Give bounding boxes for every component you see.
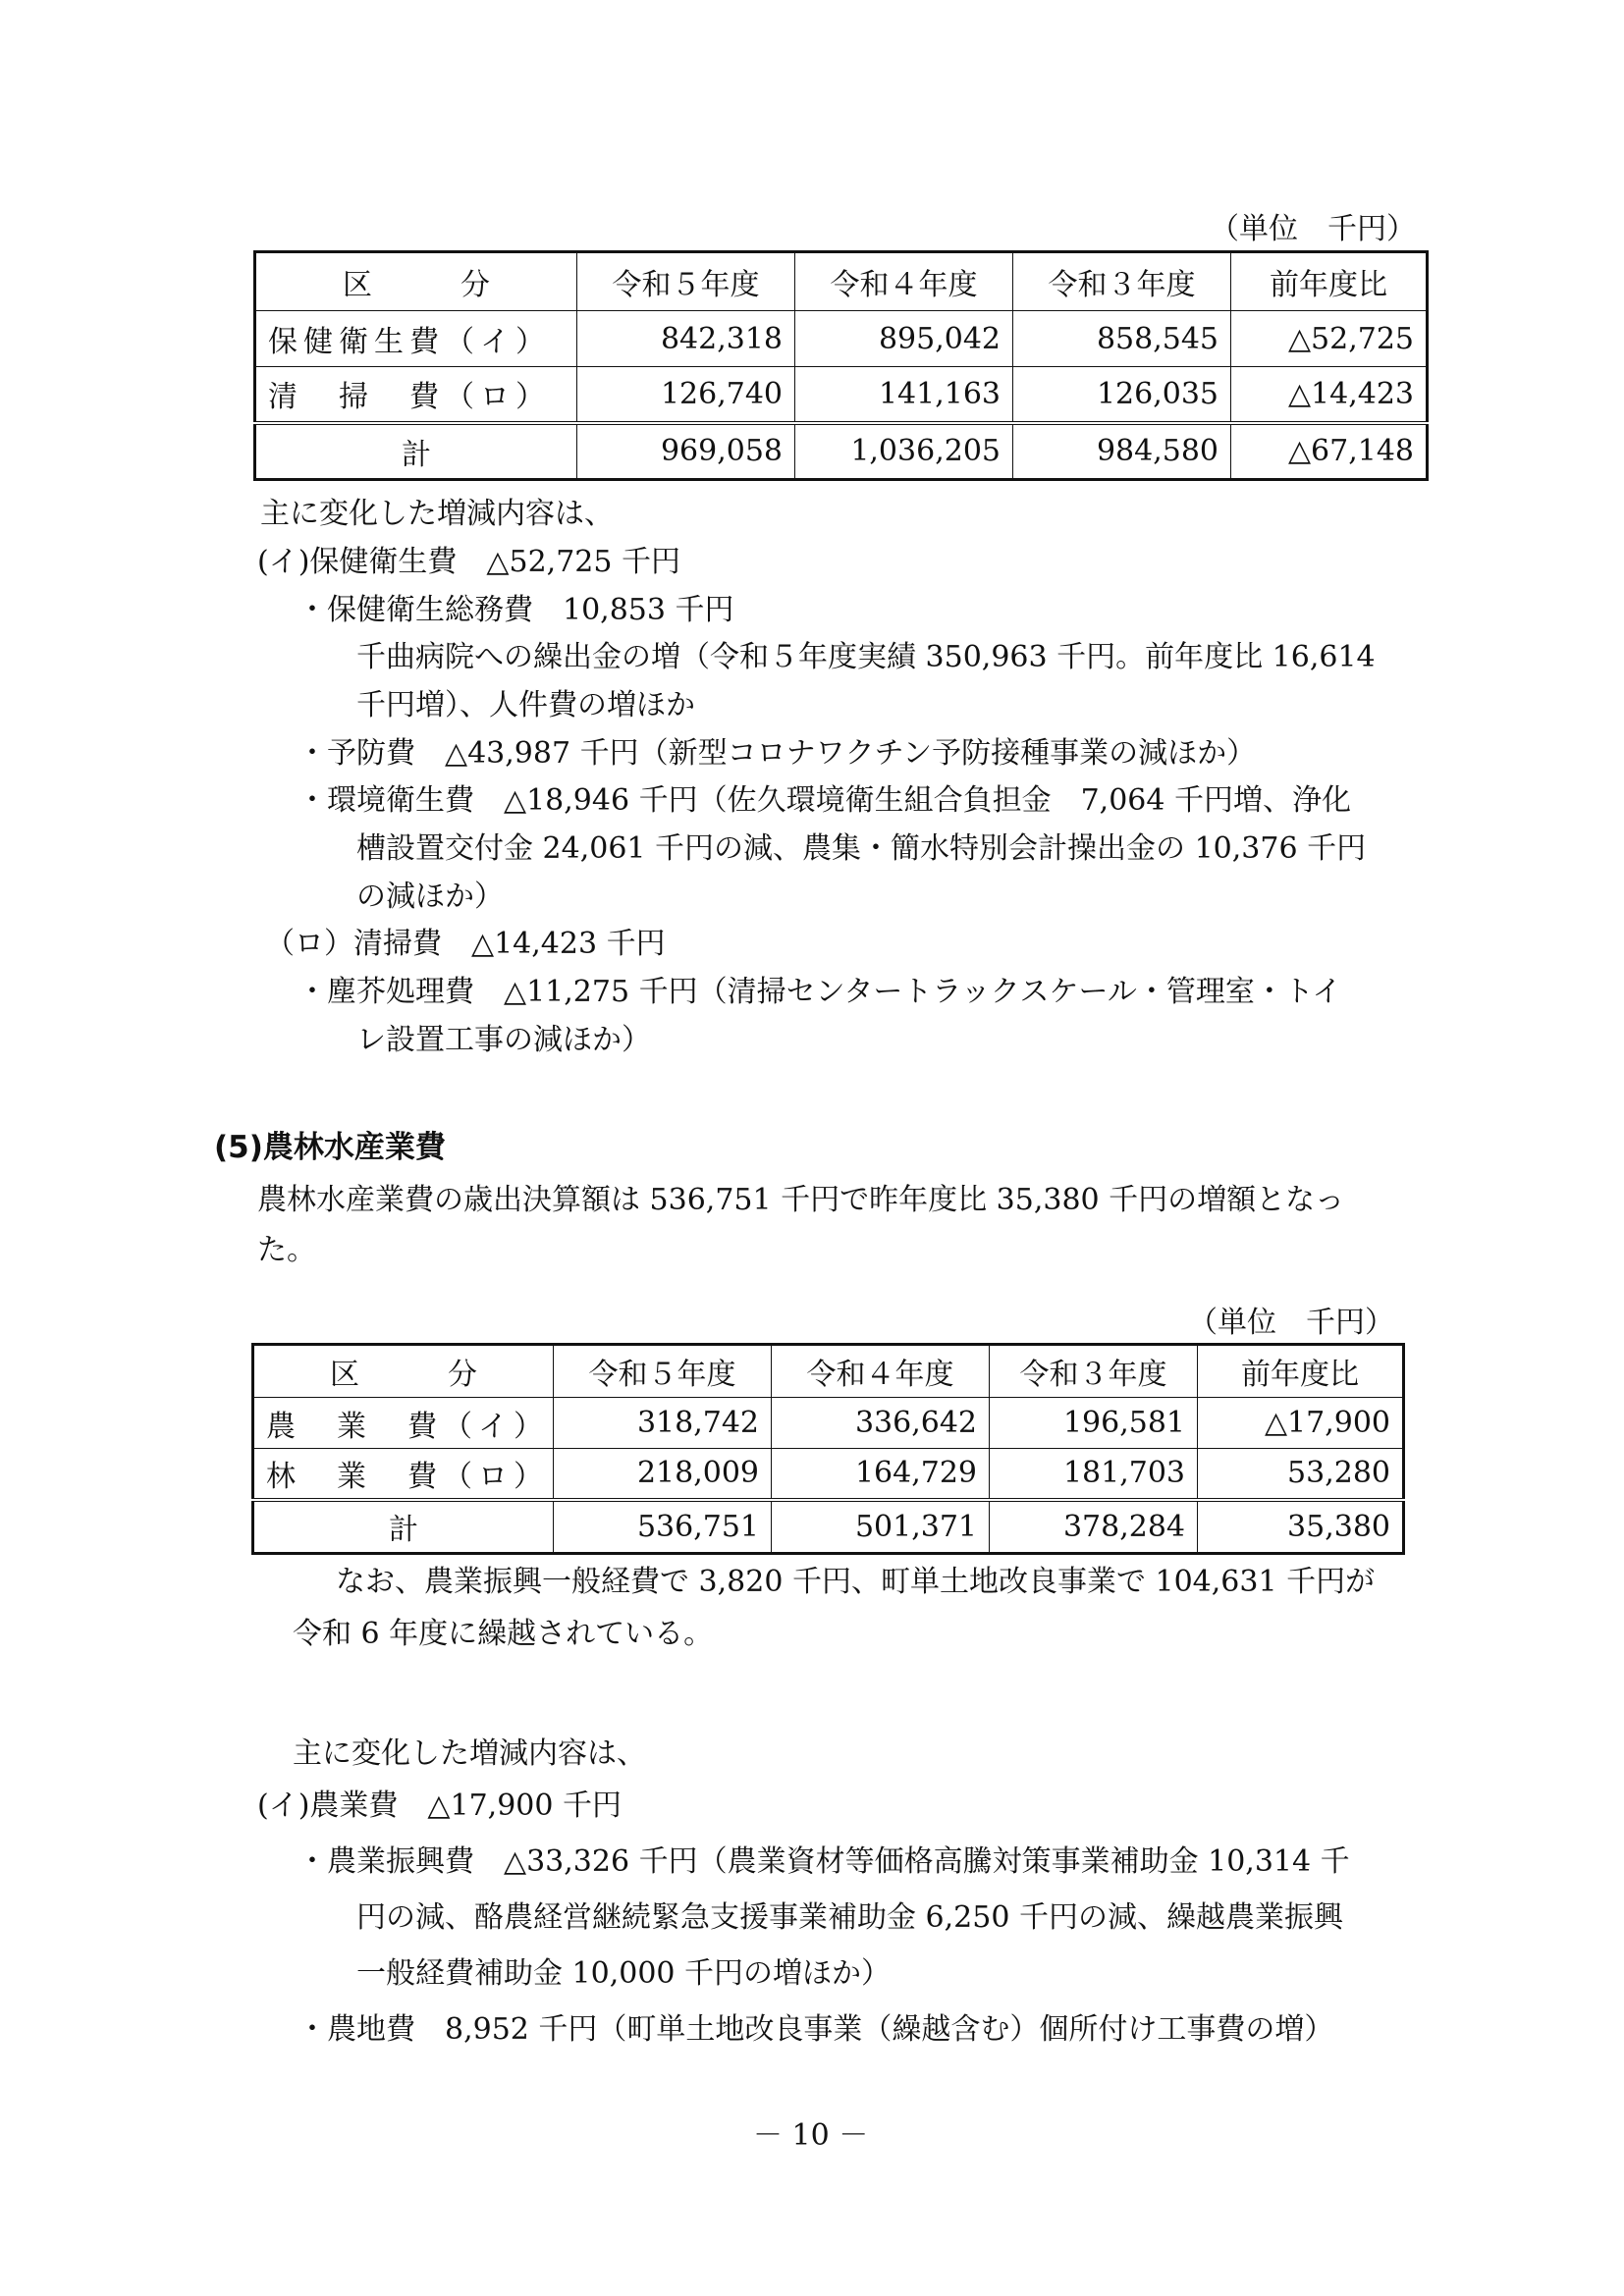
cell-r4: 336,642 <box>772 1398 990 1449</box>
table-header-row <box>255 252 1428 311</box>
total-label: 計 <box>255 423 577 480</box>
cell-r5: 218,009 <box>554 1449 772 1500</box>
cell-yoy: △52,725 <box>1231 311 1428 367</box>
cell-r3: 126,035 <box>1013 367 1231 423</box>
header-category: 区 分 <box>255 252 577 311</box>
cell-r4: 501,371 <box>772 1500 990 1554</box>
health-expenditure-table <box>253 250 1429 481</box>
cell-r4: 895,042 <box>795 311 1013 367</box>
table-row <box>253 1398 1404 1449</box>
cell-yoy: △17,900 <box>1198 1398 1404 1449</box>
header-r3: 令和３年度 <box>990 1345 1198 1398</box>
header-r3: 令和３年度 <box>1013 252 1231 311</box>
detail-line: 千円増）、人件費の増ほか <box>356 688 695 722</box>
bullet-agri-promotion: ・農業振興費 △33,326 千円（農業資材等価格高騰対策事業補助金 10,314 千 <box>298 1844 1350 1879</box>
header-yoy: 前年度比 <box>1231 252 1428 311</box>
detail-line: 千曲病院への繰出金の増（令和５年度実績 350,963 千円。前年度比 16,614 <box>356 640 1376 674</box>
bullet-waste: ・塵芥処理費 △11,275 千円（清掃センタートラックスケール・管理室・トイ <box>298 975 1342 1009</box>
header-r5: 令和５年度 <box>577 252 795 311</box>
row-label: 保健衛生費（イ） <box>255 311 577 367</box>
table-row <box>253 1449 1404 1500</box>
cell-yoy: △67,148 <box>1231 423 1428 480</box>
cell-r4: 141,163 <box>795 367 1013 423</box>
detail-line: レ設置工事の減ほか） <box>356 1023 651 1057</box>
detail-line: 槽設置交付金 24,061 千円の減、農集・簡水特別会計操出金の 10,376 千円 <box>356 831 1367 866</box>
header-r4: 令和４年度 <box>772 1345 990 1398</box>
cell-r3: 196,581 <box>990 1398 1198 1449</box>
cell-r5: 842,318 <box>577 311 795 367</box>
cell-r3: 378,284 <box>990 1500 1198 1554</box>
detail-line: 円の減、酪農経営継続緊急支援事業補助金 6,250 千円の減、繰越農業振興 <box>356 1900 1343 1935</box>
carryover-note: なお、農業振興一般経費で 3,820 千円、町単土地改良事業で 104,631 千円が <box>336 1565 1376 1599</box>
intro-line: 農林水産業費の歳出決算額は 536,751 千円で昨年度比 35,380 千円の増額となっ <box>257 1183 1345 1217</box>
row-label: 清 掃 費（ロ） <box>255 367 577 423</box>
bullet-farmland: ・農地費 8,952 千円（町単土地改良事業（繰越含む）個所付け工事費の増） <box>298 2012 1334 2047</box>
item-health-sanitation: (イ)保健衛生費 △52,725 千円 <box>257 545 680 579</box>
unit-label-health: （単位 千円） <box>1210 212 1416 246</box>
bullet-prevention: ・予防費 △43,987 千円（新型コロナワクチン予防接種事業の減ほか） <box>298 736 1257 771</box>
intro-line: た。 <box>257 1233 316 1267</box>
cell-r3: 984,580 <box>1013 423 1231 480</box>
header-r4: 令和４年度 <box>795 252 1013 311</box>
table-total-row <box>255 423 1428 480</box>
change-summary-intro: 主に変化した増減内容は、 <box>293 1736 646 1771</box>
cell-yoy: 53,280 <box>1198 1449 1404 1500</box>
page-number: － 10 － <box>753 2118 869 2153</box>
cell-r5: 126,740 <box>577 367 795 423</box>
change-summary-intro: 主に変化した増減内容は、 <box>260 497 614 531</box>
table-header-row <box>253 1345 1404 1398</box>
cell-r5: 318,742 <box>554 1398 772 1449</box>
agri-expenditure-table <box>251 1343 1405 1555</box>
carryover-note: 令和 6 年度に繰越されている。 <box>293 1617 714 1651</box>
cell-r4: 1,036,205 <box>795 423 1013 480</box>
bullet-environment: ・環境衛生費 △18,946 千円（佐久環境衛生組合負担金 7,064 千円増、浄化 <box>298 783 1351 818</box>
header-r5: 令和５年度 <box>554 1345 772 1398</box>
item-cleaning: （ロ）清掃費 △14,423 千円 <box>265 927 666 961</box>
detail-line: の減ほか） <box>356 880 504 914</box>
cell-r5: 536,751 <box>554 1500 772 1554</box>
item-agriculture: (イ)農業費 △17,900 千円 <box>257 1789 622 1823</box>
table-row <box>255 311 1428 367</box>
header-yoy: 前年度比 <box>1198 1345 1404 1398</box>
unit-label-agri: （単位 千円） <box>1188 1306 1394 1340</box>
cell-r4: 164,729 <box>772 1449 990 1500</box>
section-heading: (5)農林水産業費 <box>214 1130 446 1165</box>
cell-r5: 969,058 <box>577 423 795 480</box>
cell-yoy: △14,423 <box>1231 367 1428 423</box>
cell-r3: 858,545 <box>1013 311 1231 367</box>
cell-r3: 181,703 <box>990 1449 1198 1500</box>
table-row <box>255 367 1428 423</box>
header-category: 区 分 <box>253 1345 554 1398</box>
total-label: 計 <box>253 1500 554 1554</box>
bullet-general-affairs: ・保健衛生総務費 10,853 千円 <box>298 593 734 627</box>
table-total-row <box>253 1500 1404 1554</box>
row-label: 農 業 費（イ） <box>253 1398 554 1449</box>
row-label: 林 業 費（ロ） <box>253 1449 554 1500</box>
cell-yoy: 35,380 <box>1198 1500 1404 1554</box>
detail-line: 一般経費補助金 10,000 千円の増ほか） <box>356 1956 892 1991</box>
